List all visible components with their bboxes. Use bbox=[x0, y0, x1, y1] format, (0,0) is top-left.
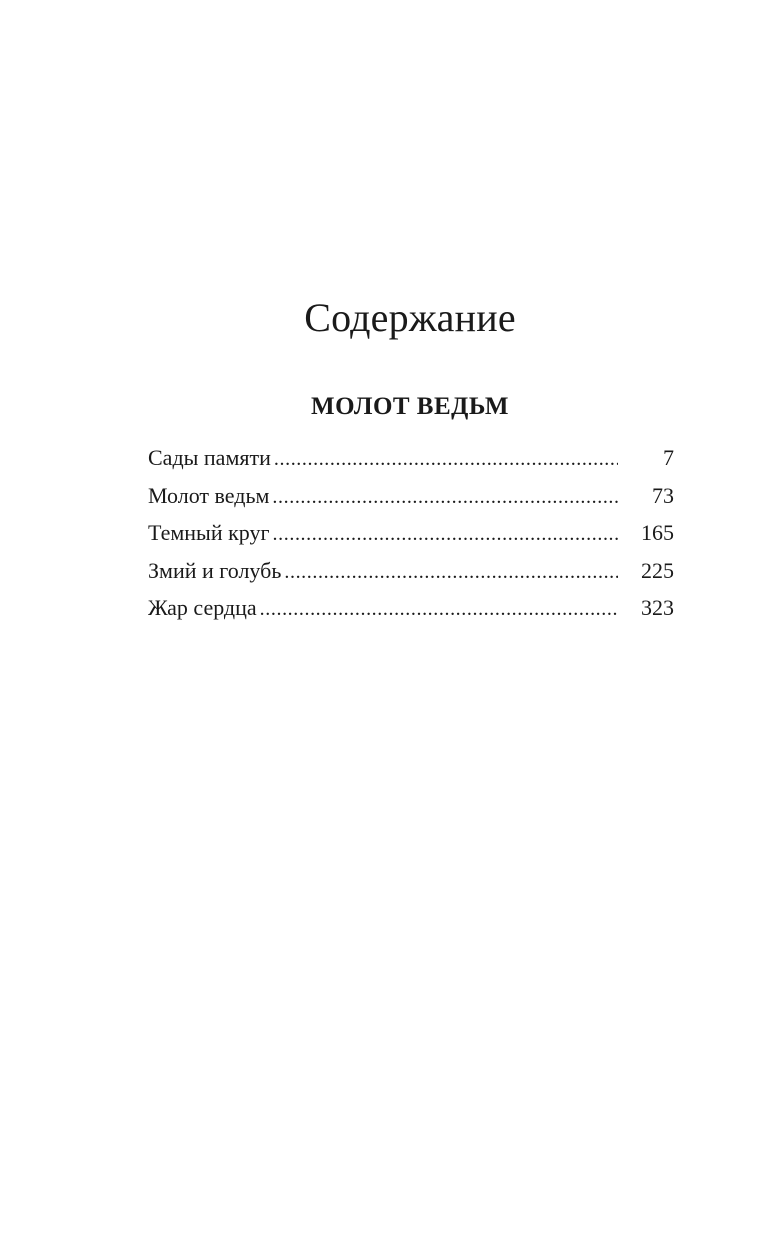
toc-entry-title: Змий и голубь bbox=[148, 557, 282, 583]
dot-leader bbox=[274, 441, 618, 479]
dot-leader bbox=[284, 554, 618, 592]
toc-entry-page-number: 165 bbox=[641, 520, 674, 545]
toc-entry-title: Сады памяти bbox=[148, 445, 271, 470]
section-heading: МОЛОТ ВЕДЬМ bbox=[311, 393, 509, 420]
toc-entry-page-number: 323 bbox=[641, 595, 674, 620]
dot-leader bbox=[272, 479, 618, 517]
dot-leader bbox=[260, 591, 618, 629]
table-of-contents bbox=[148, 439, 674, 627]
dot-leader bbox=[273, 516, 618, 554]
toc-entry bbox=[148, 514, 674, 552]
toc-entry bbox=[148, 477, 674, 515]
toc-entry-page-number: 73 bbox=[652, 482, 674, 508]
toc-entry-page-number: 225 bbox=[641, 557, 674, 583]
page-title: Содержание bbox=[304, 295, 516, 340]
toc-entry-title: Молот ведьм bbox=[148, 482, 270, 508]
toc-entry-title: Темный круг bbox=[148, 520, 270, 545]
toc-entry bbox=[148, 589, 674, 627]
toc-entry bbox=[148, 439, 674, 477]
toc-entry-page-number: 7 bbox=[663, 445, 674, 470]
toc-entry bbox=[148, 552, 674, 590]
toc-entry-title: Жар сердца bbox=[148, 595, 257, 620]
